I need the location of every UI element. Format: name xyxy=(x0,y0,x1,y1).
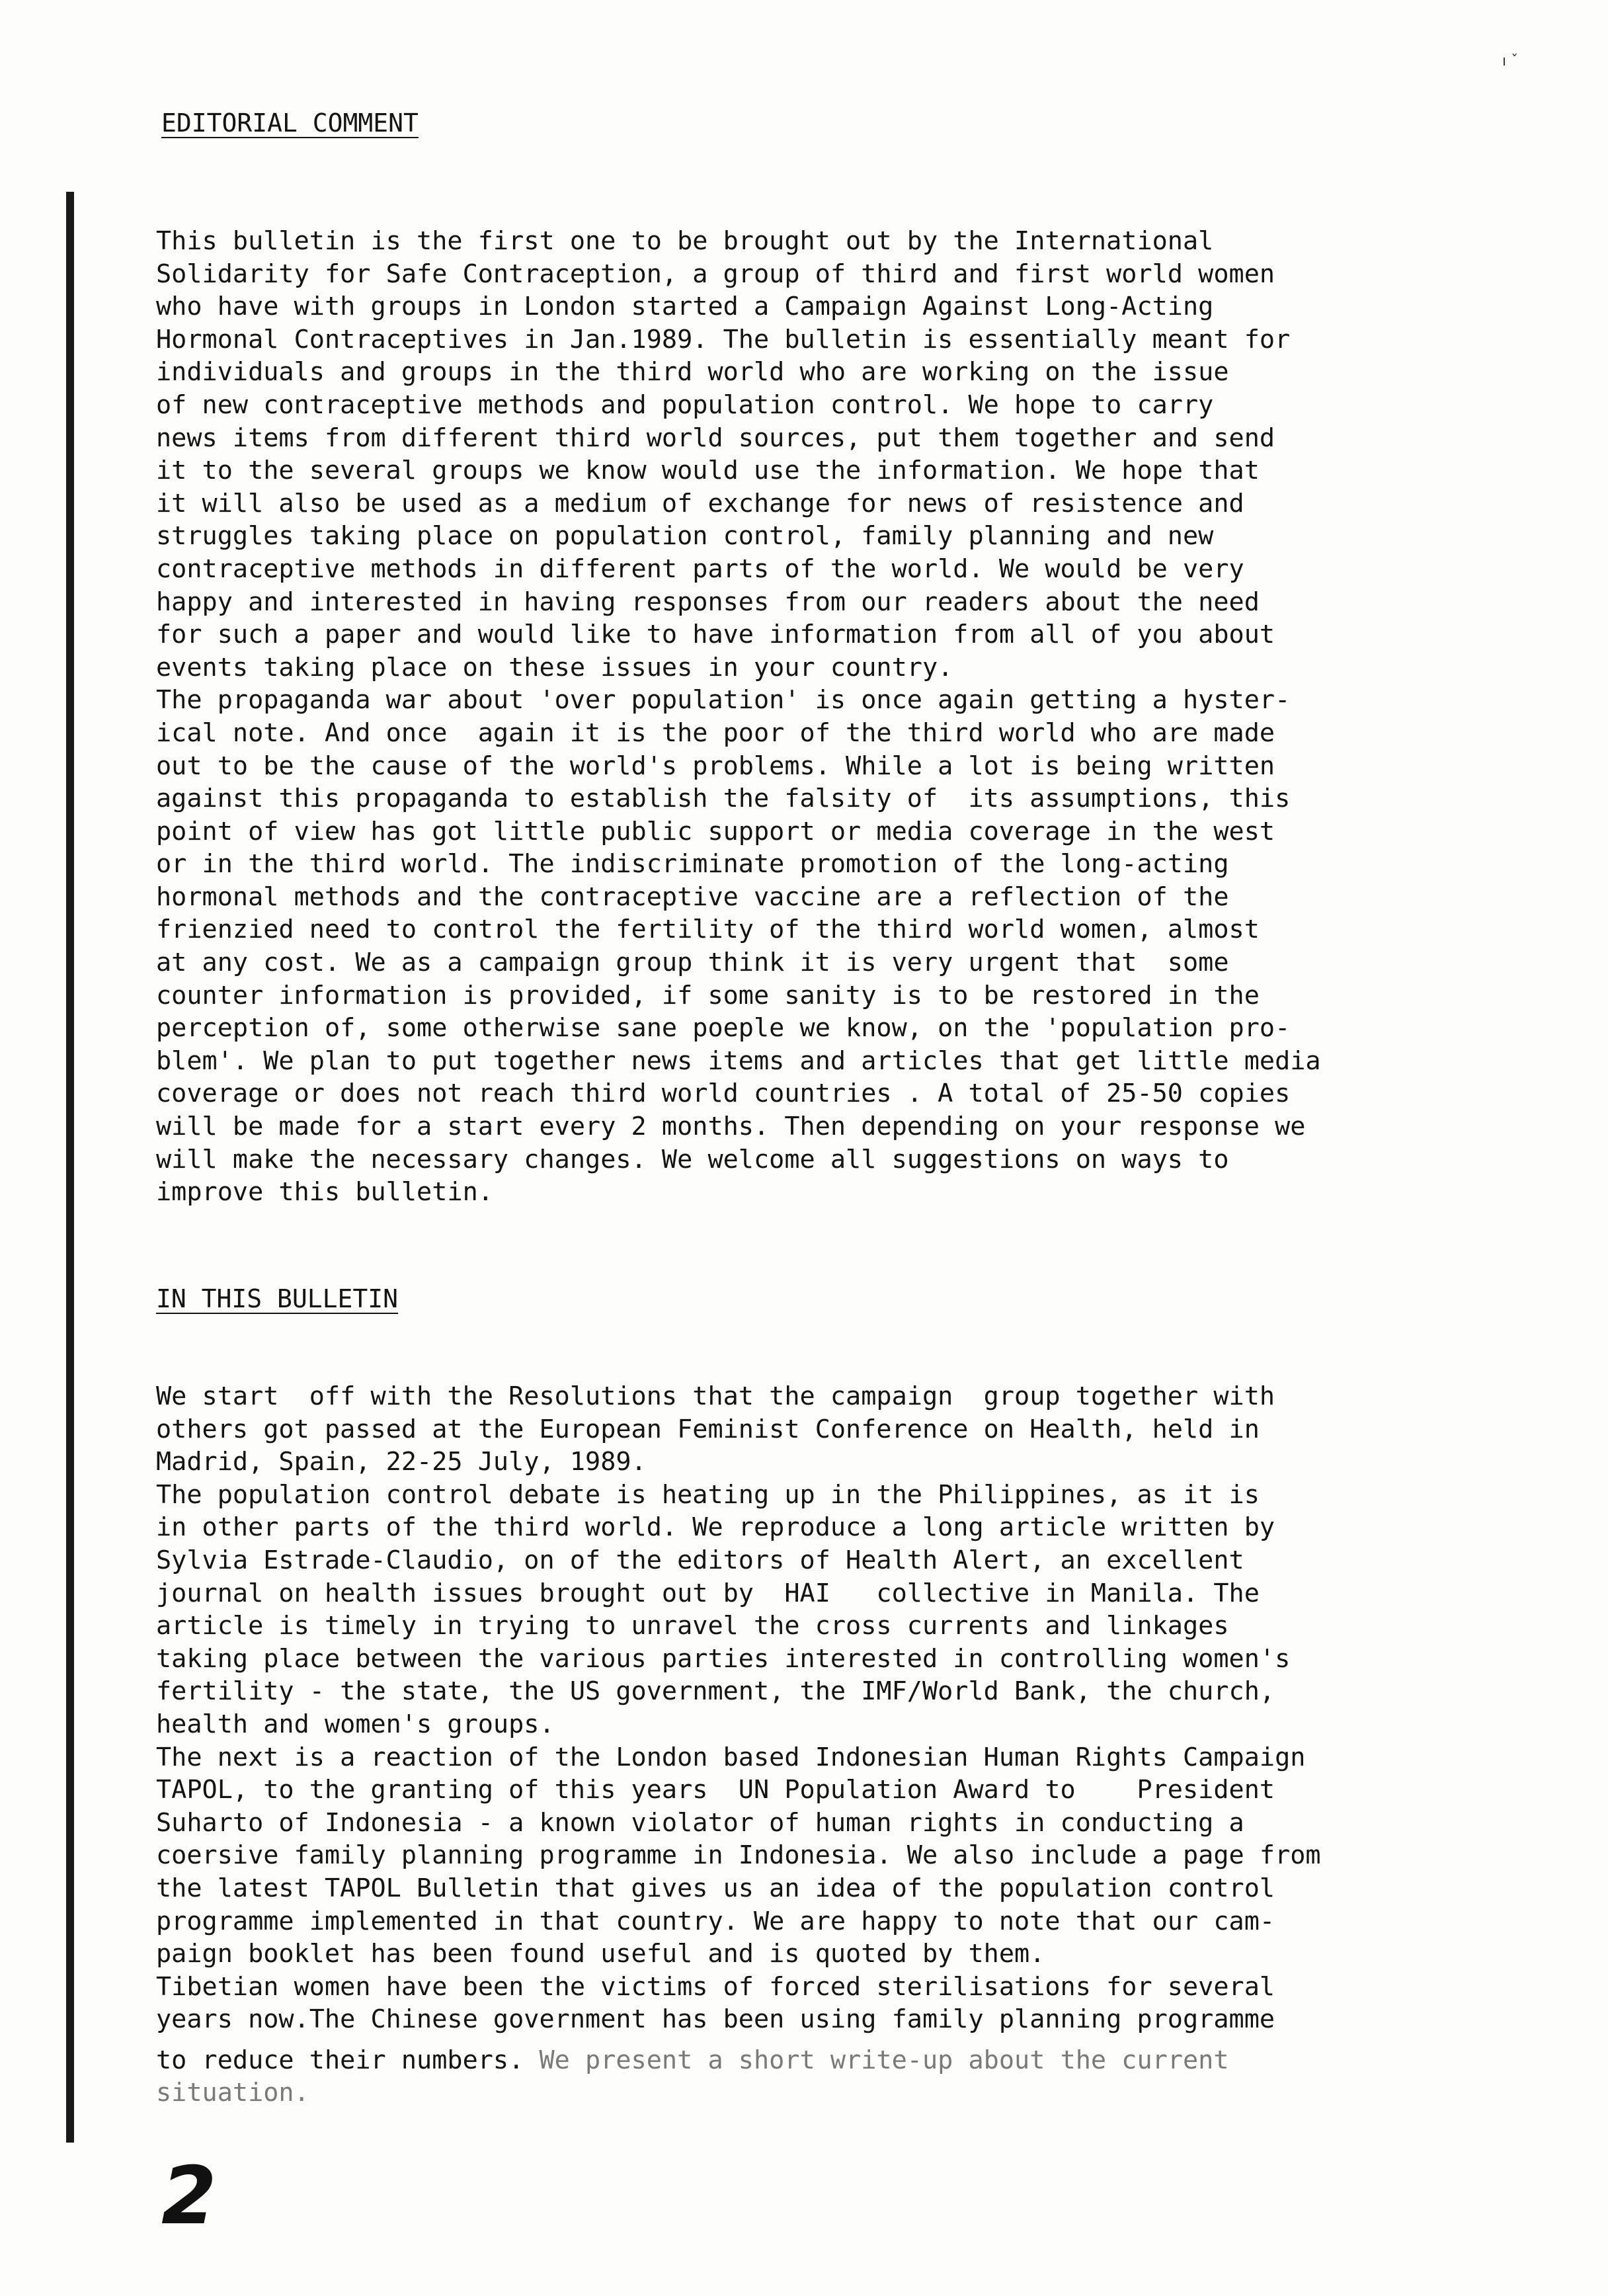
text-line: contraceptive methods in different parts of the world. We would be very xyxy=(156,554,1244,584)
text-line: for such a paper and would like to have information from all of you about xyxy=(156,620,1275,650)
text-line: TAPOL, to the granting of this years UN Population Award to President xyxy=(156,1775,1275,1805)
text-line: article is timely in trying to unravel the cross currents and linkages xyxy=(156,1611,1229,1641)
text-line: others got passed at the European Feminist Conference on Health, held in xyxy=(156,1414,1260,1444)
text-line: the latest TAPOL Bulletin that gives us an idea of the population control xyxy=(156,1873,1275,1903)
text-line: taking place between the various parties interested in controlling women's xyxy=(156,1643,1291,1674)
text-line: The next is a reaction of the London based Indonesian Human Rights Campaign xyxy=(156,1742,1306,1772)
text-line: will make the necessary changes. We welcome all suggestions on ways to xyxy=(156,1144,1229,1174)
page-number: 2 xyxy=(161,2151,217,2242)
text-line: health and women's groups. xyxy=(156,1709,555,1739)
text-line: happy and interested in having responses from our readers about the need xyxy=(156,587,1260,617)
text-line: paign booklet has been found useful and is quoted by them. xyxy=(156,1939,1045,1969)
text-line: point of view has got little public support or media coverage in the west xyxy=(156,816,1275,846)
text-line: frienzied need to control the fertility of the third world women, almost xyxy=(156,915,1260,945)
text-line: Tibetian women have been the victims of forced sterilisations for several xyxy=(156,1971,1275,2002)
text-line: hormonal methods and the contraceptive vaccine are a reflection of the xyxy=(156,882,1229,912)
text-line: it will also be used as a medium of exchange for news of resistence and xyxy=(156,488,1244,518)
text-line: years now.The Chinese government has been using family planning programme xyxy=(156,2004,1275,2035)
text-line: out to be the cause of the world's problems. While a lot is being written xyxy=(156,751,1275,781)
text-line: Solidarity for Safe Contraception, a group of third and first world women xyxy=(156,259,1275,289)
text-line: Madrid, Spain, 22-25 July, 1989. xyxy=(156,1447,647,1477)
text-line: individuals and groups in the third world who are working on the issue xyxy=(156,357,1229,388)
faint-text-line: situation. xyxy=(156,2078,309,2108)
text-line: at any cost. We as a campaign group think it is very urgent that some xyxy=(156,948,1229,978)
contents-text xyxy=(156,1380,1478,2110)
text-line: This bulletin is the first one to be brought out by the International xyxy=(156,226,1214,256)
text-segment: to reduce their numbers. xyxy=(156,2045,540,2075)
text-line: events taking place on these issues in your country. xyxy=(156,652,953,682)
text-line: blem'. We plan to put together news items and articles that get little media xyxy=(156,1046,1321,1076)
text-line: or in the third world. The indiscriminate promotion of the long-acting xyxy=(156,849,1229,880)
text-line: The population control debate is heating up in the Philippines, as it is xyxy=(156,1479,1260,1510)
contents-heading: IN THIS BULLETIN xyxy=(156,1284,399,1313)
margin-bar xyxy=(66,192,74,2143)
text-line: coersive family planning programme in Indonesia. We also include a page from xyxy=(156,1840,1321,1871)
text-line: who have with groups in London started a Campaign Against Long-Acting xyxy=(156,292,1214,322)
text-line: fertility - the state, the US government, the IMF/World Bank, the church, xyxy=(156,1676,1275,1707)
text-line: struggles taking place on population control, family planning and new xyxy=(156,521,1214,552)
text-line: counter information is provided, if some sanity is to be restored in the xyxy=(156,980,1260,1010)
text-line: improve this bulletin. xyxy=(156,1177,493,1208)
text-line xyxy=(156,2044,1478,2077)
text-line: programme implemented in that country. We are happy to note that our cam- xyxy=(156,1906,1275,1936)
text-line: news items from different third world sources, put them together and send xyxy=(156,423,1275,453)
text-line: journal on health issues brought out by HAI collective in Manila. The xyxy=(156,1578,1260,1608)
corner-marks: ı ˇ xyxy=(1502,53,1519,69)
text-line: ical note. And once again it is the poor of the third world who are made xyxy=(156,718,1275,748)
text-line: against this propaganda to establish the falsity of its assumptions, this xyxy=(156,784,1291,814)
text-line: We start off with the Resolutions that the campaign group together with xyxy=(156,1381,1275,1411)
text-line: will be made for a start every 2 months. Then depending on your response we xyxy=(156,1112,1306,1142)
text-line: coverage or does not reach third world countries . A total of 25-50 copies xyxy=(156,1079,1291,1109)
text-line: of new contraceptive methods and population control. We hope to carry xyxy=(156,390,1214,420)
editorial-text xyxy=(156,225,1478,1209)
text-line: in other parts of the third world. We reproduce a long article written by xyxy=(156,1512,1275,1543)
text-line: Suharto of Indonesia - a known violator of human rights in conducting a xyxy=(156,1807,1244,1838)
text-line: perception of, some otherwise sane poeple we know, on the 'population pro- xyxy=(156,1013,1291,1044)
text-line: Hormonal Contraceptives in Jan.1989. The bulletin is essentially meant for xyxy=(156,324,1291,354)
editorial-heading: EDITORIAL COMMENT xyxy=(161,108,419,138)
text-line: Sylvia Estrade-Claudio, on of the editors of Health Alert, an excellent xyxy=(156,1545,1244,1575)
text-line: it to the several groups we know would use the information. We hope that xyxy=(156,456,1260,486)
text-line: The propaganda war about 'over population' is once again getting a hyster- xyxy=(156,685,1291,716)
faint-text-segment: We present a short write-up about the current xyxy=(539,2045,1229,2075)
